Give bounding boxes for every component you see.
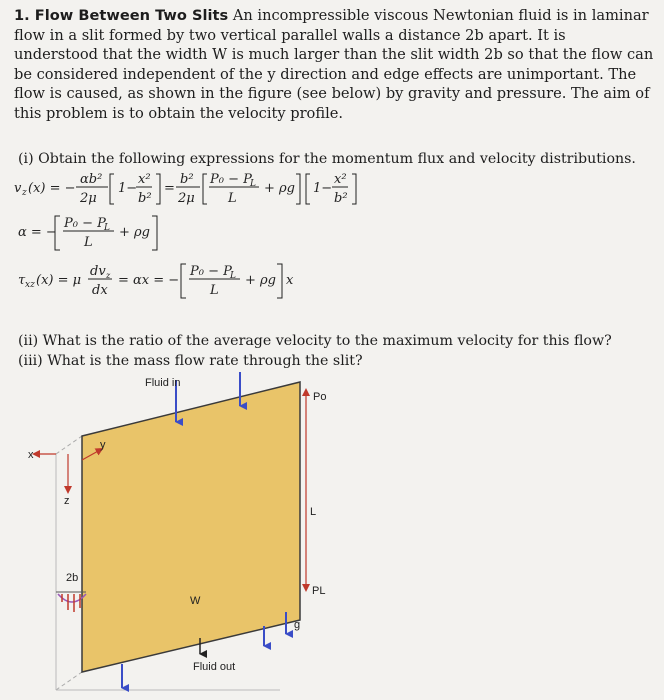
problem-paragraph	[14, 6, 654, 123]
svg-text:αb²: αb²	[80, 172, 103, 187]
svg-text:= αx = −: = αx = −	[118, 273, 180, 288]
velocity-equation-svg	[14, 168, 364, 210]
svg-text:z: z	[106, 271, 111, 280]
part-iii-question: (iii) What is the mass flow rate through the slit?	[18, 353, 363, 369]
svg-text:P₀ − P: P₀ − P	[64, 216, 106, 231]
svg-text:z: z	[22, 188, 27, 198]
svg-text:=: =	[164, 181, 175, 196]
svg-text:P₀ − P: P₀ − P	[210, 172, 252, 187]
svg-text:2μ: 2μ	[178, 191, 195, 206]
problem-title: 1. Flow Between Two Slits	[14, 7, 229, 24]
profile-arrows	[62, 594, 80, 612]
svg-text:(x) = μ: (x) = μ	[36, 273, 82, 288]
svg-text:L: L	[84, 235, 93, 250]
svg-text:+ ρg: + ρg	[264, 181, 295, 196]
svg-text:α = −: α = −	[18, 225, 57, 240]
svg-text:x²: x²	[334, 172, 347, 187]
svg-text:τ: τ	[18, 273, 26, 288]
alpha-equation	[18, 212, 178, 260]
velocity-equation	[14, 168, 364, 214]
svg-text:L: L	[210, 283, 219, 298]
svg-text:1−: 1−	[313, 181, 333, 196]
svg-text:x: x	[286, 273, 294, 288]
svg-text:+ ρg: + ρg	[245, 273, 276, 288]
svg-text:P₀ − P: P₀ − P	[190, 264, 232, 279]
svg-text:L: L	[104, 223, 110, 233]
alpha-equation-svg	[18, 212, 178, 256]
stress-equation	[18, 260, 298, 308]
width-label: W	[190, 595, 201, 607]
x-axis-label: x	[28, 449, 34, 461]
svg-text:xz: xz	[25, 280, 35, 290]
svg-text:b²: b²	[334, 191, 348, 206]
svg-text:(x) = −: (x) = −	[28, 181, 76, 196]
fluid-in-label: Fluid in	[145, 377, 181, 389]
svg-text:L: L	[228, 191, 237, 206]
wall-gap-top	[56, 436, 82, 454]
part-i-question: (i) Obtain the following expressions for the momentum flux and velocity distributions.	[18, 151, 636, 167]
stress-equation-svg	[18, 260, 298, 304]
svg-text:L: L	[250, 179, 256, 189]
svg-text:+ ρg: + ρg	[119, 225, 150, 240]
gravity-label: g	[294, 619, 301, 631]
svg-text:dv: dv	[90, 264, 106, 279]
svg-text:b²: b²	[180, 172, 194, 187]
y-axis-label: y	[100, 439, 106, 451]
fluid-out-label: Fluid out	[193, 661, 236, 673]
po-label: Po	[313, 391, 327, 403]
svg-text:L: L	[230, 271, 236, 281]
slit-flow-figure	[0, 370, 664, 700]
two-b-label: 2b	[66, 572, 79, 584]
z-axis-label: z	[64, 495, 70, 507]
svg-text:1−: 1−	[118, 181, 138, 196]
pl-label: PL	[312, 585, 326, 597]
length-label: L	[310, 506, 317, 518]
front-wall	[82, 382, 300, 672]
problem-statement: An incompressible viscous Newtonian fluid is in laminar flow in a slit formed by two vertical parallel walls a distance 2b apart. It is understood that the width W is much larger than the slit width 2b so that the flow can be considered independent of the y direction and edge effects are unimportant. The flow is caused, as shown in the figure (see below) by gravity and pressure. The aim of this problem is to obtain the velocity profile.	[14, 7, 654, 122]
part-ii-question: (ii) What is the ratio of the average velocity to the maximum velocity for this flow?	[18, 333, 612, 349]
svg-text:dx: dx	[92, 283, 108, 298]
svg-text:v: v	[14, 181, 22, 196]
wall-gap-bottom	[56, 672, 82, 690]
svg-text:2μ: 2μ	[80, 191, 97, 206]
svg-text:x²: x²	[138, 172, 151, 187]
svg-text:b²: b²	[138, 191, 152, 206]
